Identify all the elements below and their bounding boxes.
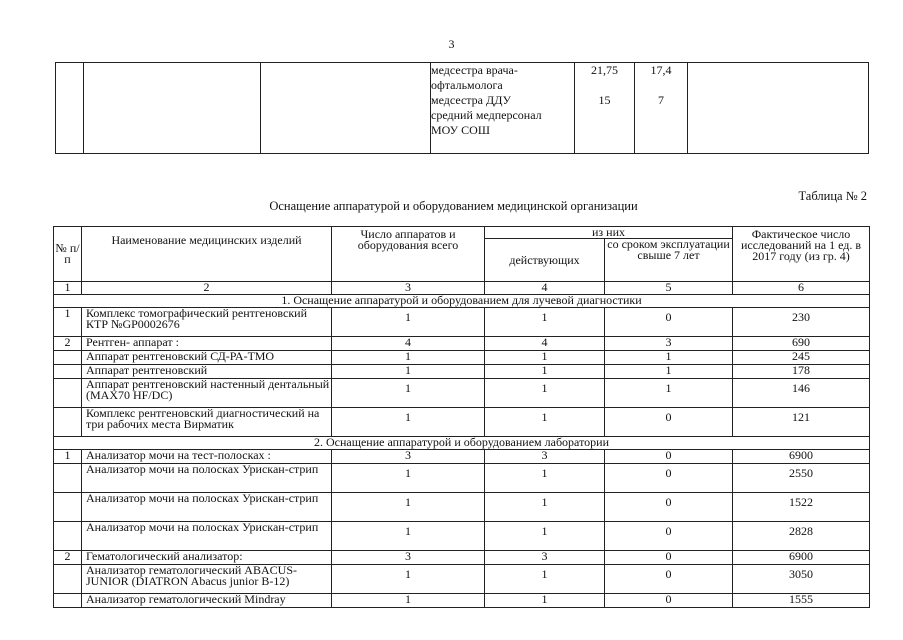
row-number: 1 <box>54 308 82 337</box>
header-num: № п/ п <box>54 227 82 282</box>
top-col-name <box>84 63 261 154</box>
actual-studies: 6900 <box>733 551 870 565</box>
header-row <box>54 227 870 239</box>
actual-studies: 690 <box>733 337 870 351</box>
total-count: 1 <box>332 351 485 365</box>
total-count: 1 <box>332 408 485 437</box>
total-count: 1 <box>332 365 485 379</box>
page-number: 3 <box>448 37 455 51</box>
equipment-table <box>53 226 870 608</box>
old-count: 0 <box>605 493 733 522</box>
total-count: 1 <box>332 565 485 594</box>
actual-studies: 1522 <box>733 493 870 522</box>
active-count: 1 <box>485 594 605 608</box>
total-count: 1 <box>332 493 485 522</box>
old-count: 1 <box>605 379 733 408</box>
actual-studies: 1555 <box>733 594 870 608</box>
active-count: 1 <box>485 493 605 522</box>
device-name: Аппарат рентгеновский настенный дентальный (MAX70 HF/DC) <box>82 379 332 408</box>
value-line: 21,75 <box>591 63 618 77</box>
header-active: действующих <box>485 239 605 282</box>
staff-line: МОУ СОШ <box>431 123 490 137</box>
old-count: 0 <box>605 408 733 437</box>
active-count: 1 <box>485 464 605 493</box>
active-count: 1 <box>485 408 605 437</box>
table-title: Оснащение аппаратурой и оборудованием медицинской организации <box>269 199 638 213</box>
old-count: 0 <box>605 565 733 594</box>
old-count: 0 <box>605 594 733 608</box>
top-staff-cell <box>431 63 575 154</box>
device-name: Анализатор мочи на полосках Урискан-стрип <box>82 522 332 551</box>
header-count: Число аппаратов и оборудования всего <box>332 227 485 282</box>
actual-studies: 6900 <box>733 450 870 464</box>
total-count: 3 <box>332 551 485 565</box>
active-count: 1 <box>485 351 605 365</box>
col-number: 5 <box>605 282 733 295</box>
header-actual: Фактическое число исследований на 1 ед. в 2017 году (из гр. 4) <box>733 227 870 282</box>
device-name: Анализатор мочи на полосках Урискан-стрип <box>82 493 332 522</box>
table-label: Таблица № 2 <box>798 189 867 203</box>
active-count: 4 <box>485 337 605 351</box>
device-name: Анализатор гематологический ABACUS-JUNIOR (DIATRON Abacus junior B-12) <box>82 565 332 594</box>
row-number <box>54 594 82 608</box>
header-of-them: из них <box>485 227 733 239</box>
row-number: 2 <box>54 551 82 565</box>
old-count: 0 <box>605 308 733 337</box>
staff-line: медсестра врача- <box>431 63 518 77</box>
old-count: 3 <box>605 337 733 351</box>
total-count: 1 <box>332 522 485 551</box>
row-number <box>54 365 82 379</box>
table-row <box>54 594 870 608</box>
row-number <box>54 464 82 493</box>
actual-studies: 2828 <box>733 522 870 551</box>
device-name: Рентген- аппарат : <box>82 337 332 351</box>
col-number: 1 <box>54 282 82 295</box>
value-line: 15 <box>598 93 611 107</box>
actual-studies: 178 <box>733 365 870 379</box>
row-number <box>54 565 82 594</box>
active-count: 3 <box>485 551 605 565</box>
table-row <box>54 408 870 437</box>
section-title: 1. Оснащение аппаратурой и оборудованием для лучевой диагностики <box>54 295 870 308</box>
actual-studies: 146 <box>733 379 870 408</box>
device-name: Анализатор мочи на тест-полосках : <box>82 450 332 464</box>
value-line: 7 <box>658 93 664 107</box>
device-name: Гематологический анализатор: <box>82 551 332 565</box>
old-count: 1 <box>605 351 733 365</box>
staff-line: средний медперсонал <box>431 108 542 122</box>
table-row <box>54 565 870 594</box>
table-row <box>54 308 870 337</box>
total-count: 1 <box>332 594 485 608</box>
total-count: 1 <box>332 379 485 408</box>
table-body <box>54 295 870 608</box>
section-title: 2. Оснащение аппаратурой и оборудованием лаборатории <box>54 437 870 450</box>
top-value-b-cell <box>635 63 688 154</box>
old-count: 0 <box>605 522 733 551</box>
row-number <box>54 379 82 408</box>
device-name: Анализатор мочи на полосках Урискан-стрип <box>82 464 332 493</box>
top-col-unit <box>261 63 431 154</box>
top-col-num <box>56 63 84 154</box>
top-value-a-cell <box>575 63 635 154</box>
table-row <box>54 464 870 493</box>
device-name: Комплекс томографический рентгеновский КТР №GP0002676 <box>82 308 332 337</box>
col-number: 2 <box>82 282 332 295</box>
old-count: 0 <box>605 551 733 565</box>
total-count: 3 <box>332 450 485 464</box>
col-number: 3 <box>332 282 485 295</box>
active-count: 1 <box>485 379 605 408</box>
header-name: Наименование медицинских изделий <box>82 227 332 282</box>
device-name: Аппарат рентгеновский СД-РА-ТМО <box>82 351 332 365</box>
row-number: 1 <box>54 450 82 464</box>
row-number <box>54 408 82 437</box>
device-name: Комплекс рентгеновский диагностический на три рабочих места Вирматик <box>82 408 332 437</box>
actual-studies: 230 <box>733 308 870 337</box>
col-number: 6 <box>733 282 870 295</box>
actual-studies: 3050 <box>733 565 870 594</box>
table-row <box>54 493 870 522</box>
active-count: 1 <box>485 522 605 551</box>
actual-studies: 2550 <box>733 464 870 493</box>
continued-staff-table <box>55 62 869 154</box>
active-count: 1 <box>485 565 605 594</box>
active-count: 1 <box>485 308 605 337</box>
actual-studies: 121 <box>733 408 870 437</box>
value-line <box>635 78 687 93</box>
table-row <box>54 379 870 408</box>
table-row <box>54 522 870 551</box>
device-name: Анализатор гематологический Mindray <box>82 594 332 608</box>
staff-line: медсестра ДДУ <box>431 93 512 107</box>
staff-line: офтальмолога <box>431 78 503 92</box>
row-number <box>54 522 82 551</box>
total-count: 1 <box>332 308 485 337</box>
row-number: 2 <box>54 337 82 351</box>
col-number: 4 <box>485 282 605 295</box>
value-line: 17,4 <box>650 63 672 77</box>
active-count: 1 <box>485 365 605 379</box>
total-count: 4 <box>332 337 485 351</box>
row-number <box>54 493 82 522</box>
total-count: 1 <box>332 464 485 493</box>
row-number <box>54 351 82 365</box>
device-name: Аппарат рентгеновский <box>82 365 332 379</box>
active-count: 3 <box>485 450 605 464</box>
old-count: 0 <box>605 450 733 464</box>
old-count: 1 <box>605 365 733 379</box>
value-line <box>575 78 634 93</box>
header-old: со сроком эксплуатации свыше 7 лет <box>605 239 733 282</box>
actual-studies: 245 <box>733 351 870 365</box>
top-col-extra <box>688 63 869 154</box>
old-count: 0 <box>605 464 733 493</box>
